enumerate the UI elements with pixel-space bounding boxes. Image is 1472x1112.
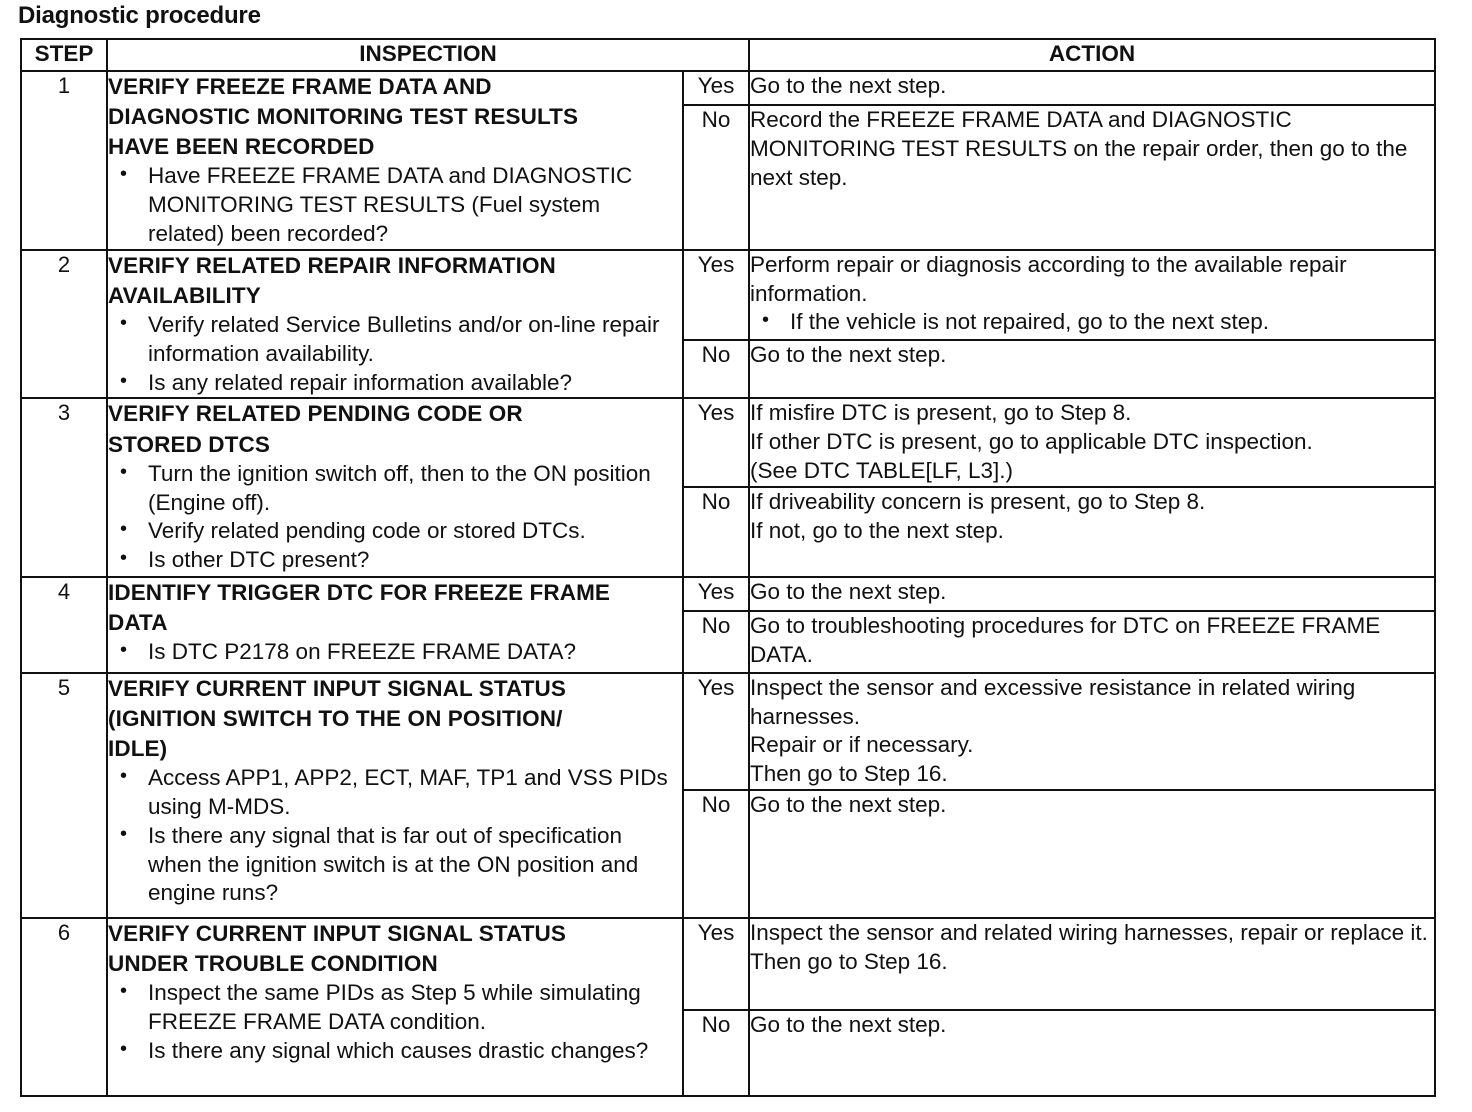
inspection-cell	[107, 673, 683, 918]
inspection-bullet-list	[108, 311, 682, 397]
step-number: 1	[21, 71, 107, 250]
no-action	[749, 340, 1435, 399]
inspection-title-line: VERIFY RELATED REPAIR INFORMATION	[108, 252, 556, 278]
inspection-cell	[107, 250, 683, 399]
action-text: Inspect the sensor and related wiring harnesses, repair or replace it.	[750, 920, 1428, 946]
inspection-title	[108, 251, 682, 311]
header-step: STEP	[21, 39, 107, 71]
inspection-bullet: • Have FREEZE FRAME DATA and DIAGNOSTIC MONITORING TEST RESULTS (Fuel system related) been recorded?	[148, 162, 682, 248]
no-label: No	[683, 487, 749, 577]
inspection-bullet: • Is any related repair information available?	[148, 369, 682, 398]
inspection-title	[108, 674, 682, 764]
action-text: Repair or if necessary.	[750, 732, 974, 758]
no-label: No	[683, 611, 749, 673]
inspection-title	[108, 399, 682, 459]
step-number: 4	[21, 577, 107, 673]
inspection-title-line: (IGNITION SWITCH TO THE ON POSITION/	[108, 706, 563, 732]
yes-action	[749, 250, 1435, 340]
inspection-bullet: • Is DTC P2178 on FREEZE FRAME DATA?	[148, 638, 682, 667]
yes-label: Yes	[683, 577, 749, 611]
inspection-bullet: • Inspect the same PIDs as Step 5 while simulating FREEZE FRAME DATA condition.	[148, 979, 682, 1037]
yes-label: Yes	[683, 398, 749, 486]
step-row-yes	[21, 918, 1435, 1010]
action-text: Then go to Step 16.	[750, 948, 948, 974]
step-number: 6	[21, 918, 107, 1096]
header-row	[21, 39, 1435, 71]
inspection-cell	[107, 398, 683, 576]
action-text: Then go to Step 16.	[750, 761, 948, 787]
action-text: Go to the next step.	[750, 73, 947, 98]
yes-label: Yes	[683, 71, 749, 105]
action-text: Go to the next step.	[750, 578, 947, 604]
step-row-yes	[21, 250, 1435, 340]
inspection-title	[108, 72, 682, 162]
inspection-title-line: UNDER TROUBLE CONDITION	[108, 951, 438, 977]
inspection-bullet-list	[108, 979, 682, 1065]
inspection-bullet-list	[108, 460, 682, 575]
step-row-yes	[21, 71, 1435, 105]
no-action	[749, 105, 1435, 250]
step-row-yes	[21, 577, 1435, 611]
inspection-title-line: VERIFY CURRENT INPUT SIGNAL STATUS	[108, 675, 567, 701]
inspection-bullet: • Access APP1, APP2, ECT, MAF, TP1 and VSS PIDs using M-MDS.	[148, 764, 682, 822]
no-label: No	[683, 340, 749, 399]
yes-action	[749, 673, 1435, 790]
inspection-bullet-list	[108, 764, 682, 908]
step-number: 2	[21, 250, 107, 399]
action-text: Perform repair or diagnosis according to the available repair information.	[750, 251, 1347, 306]
inspection-title-line: STORED DTCS	[108, 431, 270, 457]
action-text: If misfire DTC is present, go to Step 8.	[750, 400, 1132, 426]
action-text: (See DTC TABLE[LF, L3].)	[750, 458, 1014, 484]
inspection-title-line: HAVE BEEN RECORDED	[108, 134, 375, 160]
inspection-bullet-list	[108, 162, 682, 248]
inspection-bullet: • Turn the ignition switch off, then to the ON position (Engine off).	[148, 460, 682, 518]
inspection-title-line: IDLE)	[108, 736, 168, 762]
action-text: Go to troubleshooting procedures for DTC on FREEZE FRAME DATA.	[750, 612, 1381, 667]
page-title: Diagnostic procedure	[18, 2, 261, 29]
no-action	[749, 1010, 1435, 1096]
inspection-cell	[107, 71, 683, 250]
inspection-bullet-list	[108, 638, 682, 667]
inspection-bullet: • Verify related Service Bulletins and/or on-line repair information availability.	[148, 311, 682, 369]
yes-label: Yes	[683, 673, 749, 790]
diagnostic-table	[20, 38, 1436, 1097]
action-text: If driveability concern is present, go to Step 8.	[750, 488, 1206, 514]
action-text: Go to the next step.	[750, 341, 947, 367]
step-number: 5	[21, 673, 107, 918]
action-text: Record the FREEZE FRAME DATA and DIAGNOSTIC MONITORING TEST RESULTS on the repair order, then go to the next step.	[750, 107, 1408, 190]
inspection-title-line: DATA	[108, 610, 168, 636]
action-text: Go to the next step.	[750, 1012, 947, 1038]
no-label: No	[683, 105, 749, 250]
yes-label: Yes	[683, 250, 749, 340]
no-action	[749, 790, 1435, 918]
action-text: If not, go to the next step.	[750, 517, 1004, 543]
inspection-title-line: DIAGNOSTIC MONITORING TEST RESULTS	[108, 104, 579, 130]
no-action	[749, 487, 1435, 577]
header-action: ACTION	[749, 39, 1435, 71]
yes-action	[749, 398, 1435, 486]
inspection-bullet: • Verify related pending code or stored DTCs.	[148, 517, 682, 546]
yes-action	[749, 71, 1435, 105]
inspection-title-line: IDENTIFY TRIGGER DTC FOR FREEZE FRAME	[108, 579, 611, 605]
inspection-cell	[107, 918, 683, 1096]
action-text: Go to the next step.	[750, 792, 947, 818]
inspection-cell	[107, 577, 683, 673]
inspection-title-line: VERIFY RELATED PENDING CODE OR	[108, 401, 523, 427]
action-text: If other DTC is present, go to applicable DTC inspection.	[750, 429, 1313, 455]
no-label: No	[683, 790, 749, 918]
inspection-title	[108, 919, 682, 979]
no-label: No	[683, 1010, 749, 1096]
header-inspection: INSPECTION	[107, 39, 749, 71]
yes-action	[749, 577, 1435, 611]
step-row-yes	[21, 673, 1435, 790]
inspection-title-line: VERIFY CURRENT INPUT SIGNAL STATUS	[108, 921, 567, 947]
inspection-title	[108, 578, 682, 638]
inspection-bullet: • Is there any signal which causes drastic changes?	[148, 1037, 682, 1066]
action-bullet: • If the vehicle is not repaired, go to the next step.	[750, 308, 1434, 337]
inspection-title-line: VERIFY FREEZE FRAME DATA AND	[108, 74, 492, 99]
step-number: 3	[21, 398, 107, 576]
inspection-bullet: • Is other DTC present?	[148, 546, 682, 575]
inspection-bullet: • Is there any signal that is far out of specification when the ignition switch is at the ON position and engine runs?	[148, 822, 682, 908]
action-text: Inspect the sensor and excessive resistance in related wiring harnesses.	[750, 674, 1356, 729]
inspection-title-line: AVAILABILITY	[108, 282, 261, 308]
step-row-yes	[21, 398, 1435, 486]
no-action	[749, 611, 1435, 673]
yes-action	[749, 918, 1435, 1010]
yes-label: Yes	[683, 918, 749, 1010]
